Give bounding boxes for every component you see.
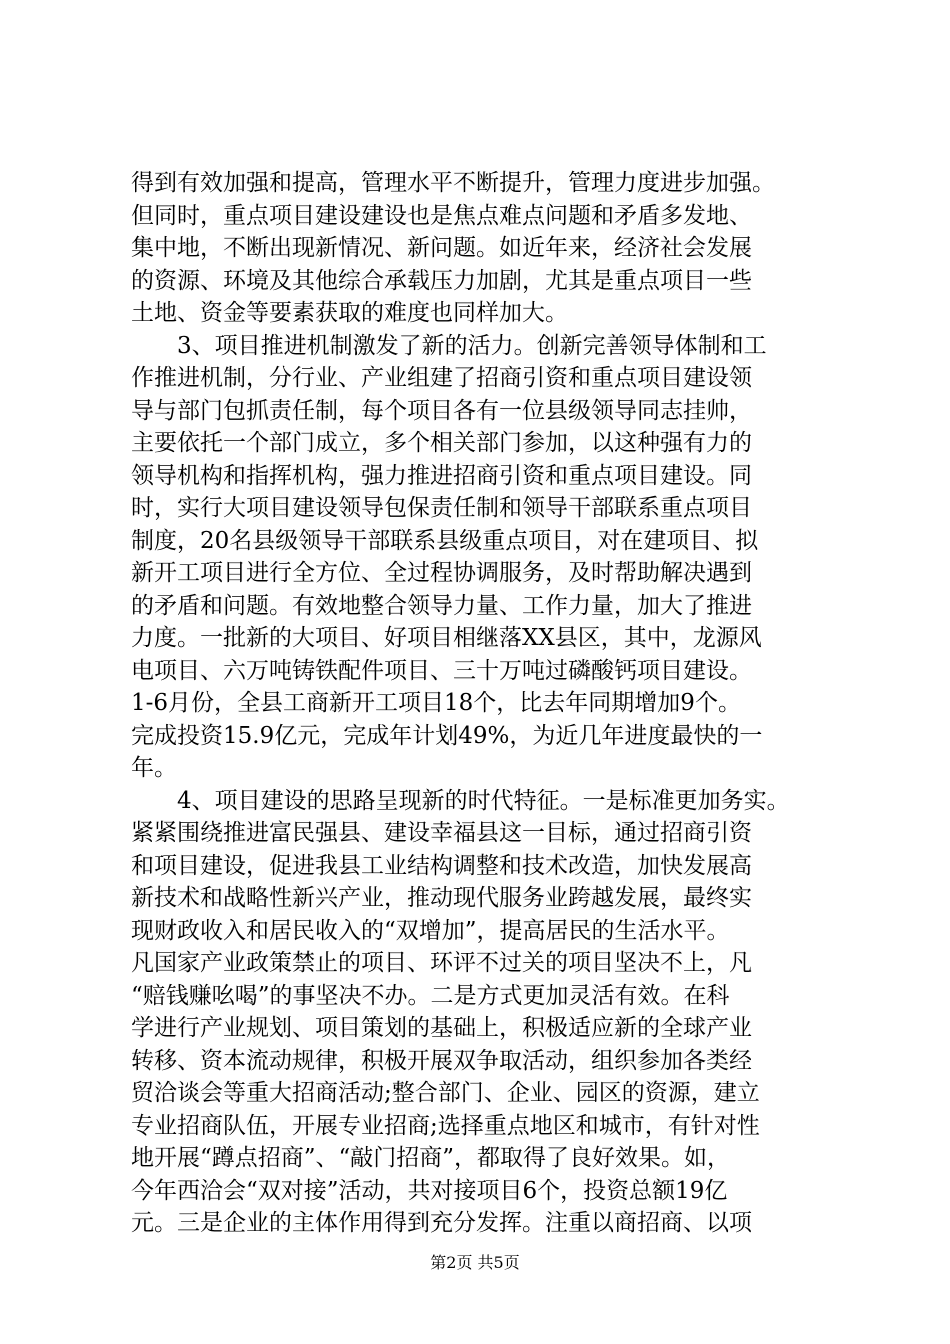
text-line: 现财政收入和居民收入的“双增加”，提高居民的生活水平。 — [131, 917, 730, 944]
text-line: 元。三是企业的主体作用得到充分发挥。注重以商招商、以项 — [131, 1210, 752, 1236]
text-line: 4、项目建设的思路呈现新的时代特征。一是标准更加务实。 — [131, 787, 790, 814]
page-number-label: 第2页 共5页 — [430, 1253, 520, 1272]
text-line: 贸洽谈会等重大招商活动;整合部门、企业、园区的资源，建立 — [131, 1080, 760, 1106]
text-line: 得到有效加强和提高，管理水平不断提升，管理力度进步加强。 — [131, 170, 775, 196]
text-line: 时，实行大项目建设领导包保责任制和领导干部联系重点项目 — [131, 495, 752, 521]
text-line: 地开展“蹲点招商”、“敲门招商”，都取得了良好效果。如， — [131, 1145, 731, 1171]
text-line: 制度，20名县级领导干部联系县级重点项目，对在建项目、拟 — [131, 527, 759, 554]
text-line: 的资源、环境及其他综合承载压力加剧，尤其是重点项目一些 — [131, 267, 752, 294]
text-line: 导与部门包抓责任制，每个项目各有一位县级领导同志挂帅， — [131, 397, 752, 424]
text-line: 新技术和战略性新兴产业，推动现代服务业跨越发展，最终实 — [131, 885, 752, 911]
text-line: 作推进机制，分行业、产业组建了招商引资和重点项目建设领 — [131, 365, 752, 391]
text-line: 电项目、六万吨铸铁配件项目、三十万吨过磷酸钙项目建设。 — [131, 657, 752, 684]
text-line: 主要依托一个部门成立，多个相关部门参加，以这种强有力的 — [131, 430, 752, 456]
text-line: 专业招商队伍，开展专业招商;选择重点地区和城市，有针对性 — [131, 1112, 760, 1139]
text-line: 完成投资15.9亿元，完成年计划49%，为近几年进度最快的一 — [131, 722, 763, 749]
text-line: 土地、资金等要素获取的难度也同样加大。 — [131, 300, 568, 326]
text-line: 领导机构和指挥机构，强力推进招商引资和重点项目建设。同 — [131, 462, 752, 489]
text-line: 凡国家产业政策禁止的项目、环评不过关的项目坚决不上，凡 — [131, 950, 752, 976]
text-line: 年。 — [131, 755, 177, 781]
text-line: “赔钱赚吆喝”的事坚决不办。二是方式更加灵活有效。在科 — [131, 982, 730, 1009]
text-line: 转移、资本流动规律，积极开展双争取活动，组织参加各类经 — [131, 1047, 752, 1074]
text-line: 1-6月份，全县工商新开工项目18个，比去年同期增加9个。 — [131, 690, 741, 716]
body-text — [131, 167, 831, 1240]
text-line: 但同时，重点项目建设建设也是焦点难点问题和矛盾多发地、 — [131, 202, 752, 229]
text-line: 学进行产业规划、项目策划的基础上，积极适应新的全球产业 — [131, 1015, 752, 1041]
text-line: 的矛盾和问题。有效地整合领导力量、工作力量，加大了推进 — [131, 592, 752, 619]
text-line: 新开工项目进行全方位、全过程协调服务，及时帮助解决遇到 — [131, 560, 752, 586]
text-line: 3、项目推进机制激发了新的活力。创新完善领导体制和工 — [131, 332, 767, 359]
text-line: 集中地，不断出现新情况、新问题。如近年来，经济社会发展 — [131, 235, 752, 261]
text-line: 紧紧围绕推进富民强县、建设幸福县这一目标，通过招商引资 — [131, 820, 752, 846]
text-line: 力度。一批新的大项目、好项目相继落XX县区，其中，龙源风 — [131, 625, 762, 651]
page-footer — [0, 1250, 950, 1273]
text-line: 今年西洽会“双对接”活动，共对接项目6个，投资总额19亿 — [131, 1177, 728, 1204]
text-line: 和项目建设，促进我县工业结构调整和技术改造，加快发展高 — [131, 852, 752, 879]
